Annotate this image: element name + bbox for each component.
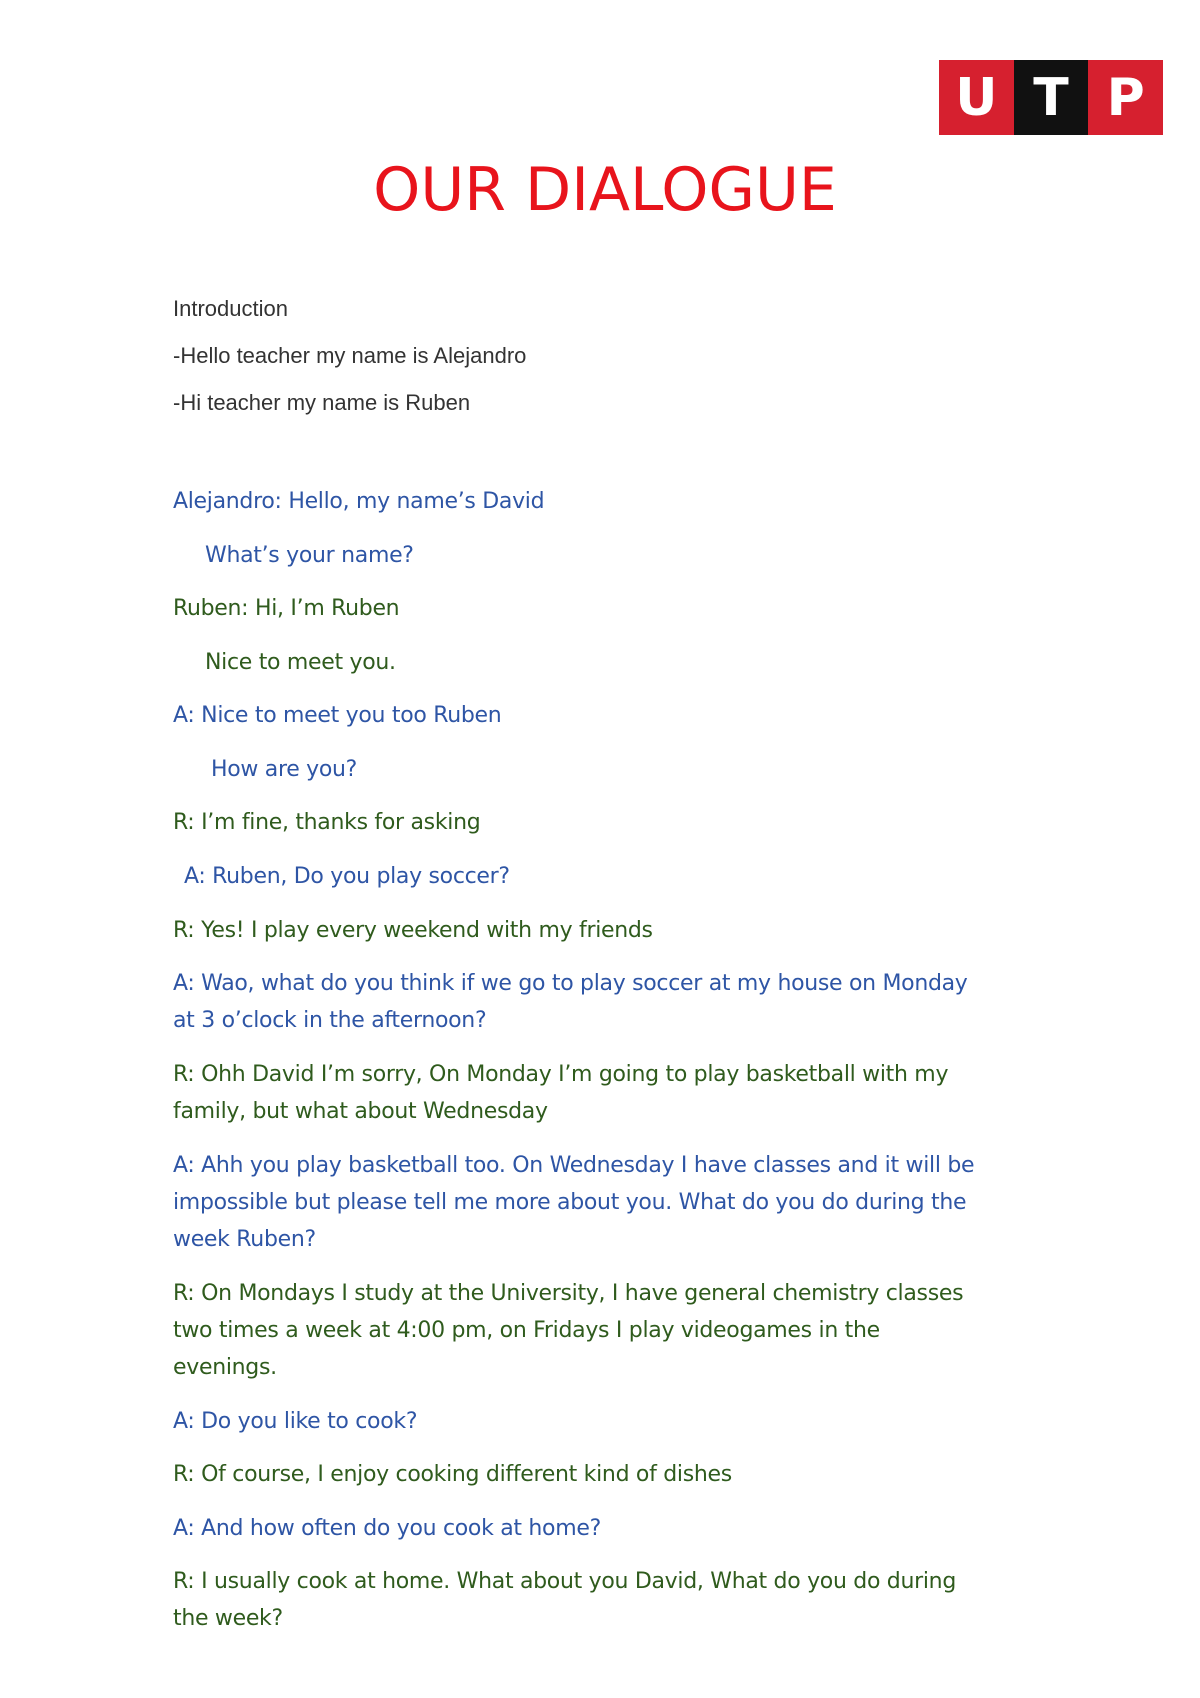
dialogue-line-17b: the week?: [173, 1606, 283, 1631]
dialogue-line-17a: R: I usually cook at home. What about you David, What do you do during: [173, 1569, 956, 1594]
dialogue-line-8: A: Ruben, Do you play soccer?: [184, 864, 510, 889]
dialogue-line-7: R: I’m fine, thanks for asking: [173, 810, 481, 835]
dialogue-line-11b: family, but what about Wednesday: [173, 1099, 548, 1124]
dialogue-line-13c: evenings.: [173, 1355, 277, 1380]
intro-heading: Introduction: [173, 296, 288, 321]
dialogue-line-14: A: Do you like to cook?: [173, 1409, 418, 1434]
dialogue-line-12a: A: Ahh you play basketball too. On Wednesday I have classes and it will be: [173, 1153, 975, 1178]
dialogue-line-11a: R: Ohh David I’m sorry, On Monday I’m going to play basketball with my: [173, 1062, 949, 1087]
dialogue-line-13a: R: On Mondays I study at the University, I have general chemistry classes: [173, 1281, 964, 1306]
dialogue-line-10b: at 3 o’clock in the afternoon?: [173, 1008, 487, 1033]
dialogue-line-12c: week Ruben?: [173, 1227, 316, 1252]
dialogue-line-2: What’s your name?: [205, 543, 414, 568]
dialogue-line-6: How are you?: [211, 757, 358, 782]
dialogue-line-16: A: And how often do you cook at home?: [173, 1516, 601, 1541]
dialogue-line-13b: two times a week at 4:00 pm, on Fridays I play videogames in the: [173, 1318, 880, 1343]
logo-letter-p: P: [1088, 60, 1163, 135]
intro-line-1: -Hello teacher my name is Alejandro: [173, 343, 527, 368]
utp-logo: [939, 60, 1163, 135]
intro-line-2: -Hi teacher my name is Ruben: [173, 390, 471, 415]
dialogue-line-15: R: Of course, I enjoy cooking different kind of dishes: [173, 1462, 732, 1487]
dialogue-line-3: Ruben: Hi, I’m Ruben: [173, 596, 400, 621]
logo-letter-u: U: [939, 60, 1014, 135]
dialogue-line-1: Alejandro: Hello, my name’s David: [173, 489, 545, 514]
logo-letter-t: T: [1014, 60, 1089, 135]
dialogue-line-4: Nice to meet you.: [205, 650, 396, 675]
page-title-text: OUR DIALOGUE: [373, 155, 837, 225]
dialogue-line-12b: impossible but please tell me more about you. What do you do during the: [173, 1190, 967, 1215]
page-title: [0, 150, 1200, 230]
dialogue-line-5: A: Nice to meet you too Ruben: [173, 703, 502, 728]
dialogue-line-10a: A: Wao, what do you think if we go to play soccer at my house on Monday: [173, 971, 968, 996]
dialogue-line-9: R: Yes! I play every weekend with my friends: [173, 918, 653, 943]
